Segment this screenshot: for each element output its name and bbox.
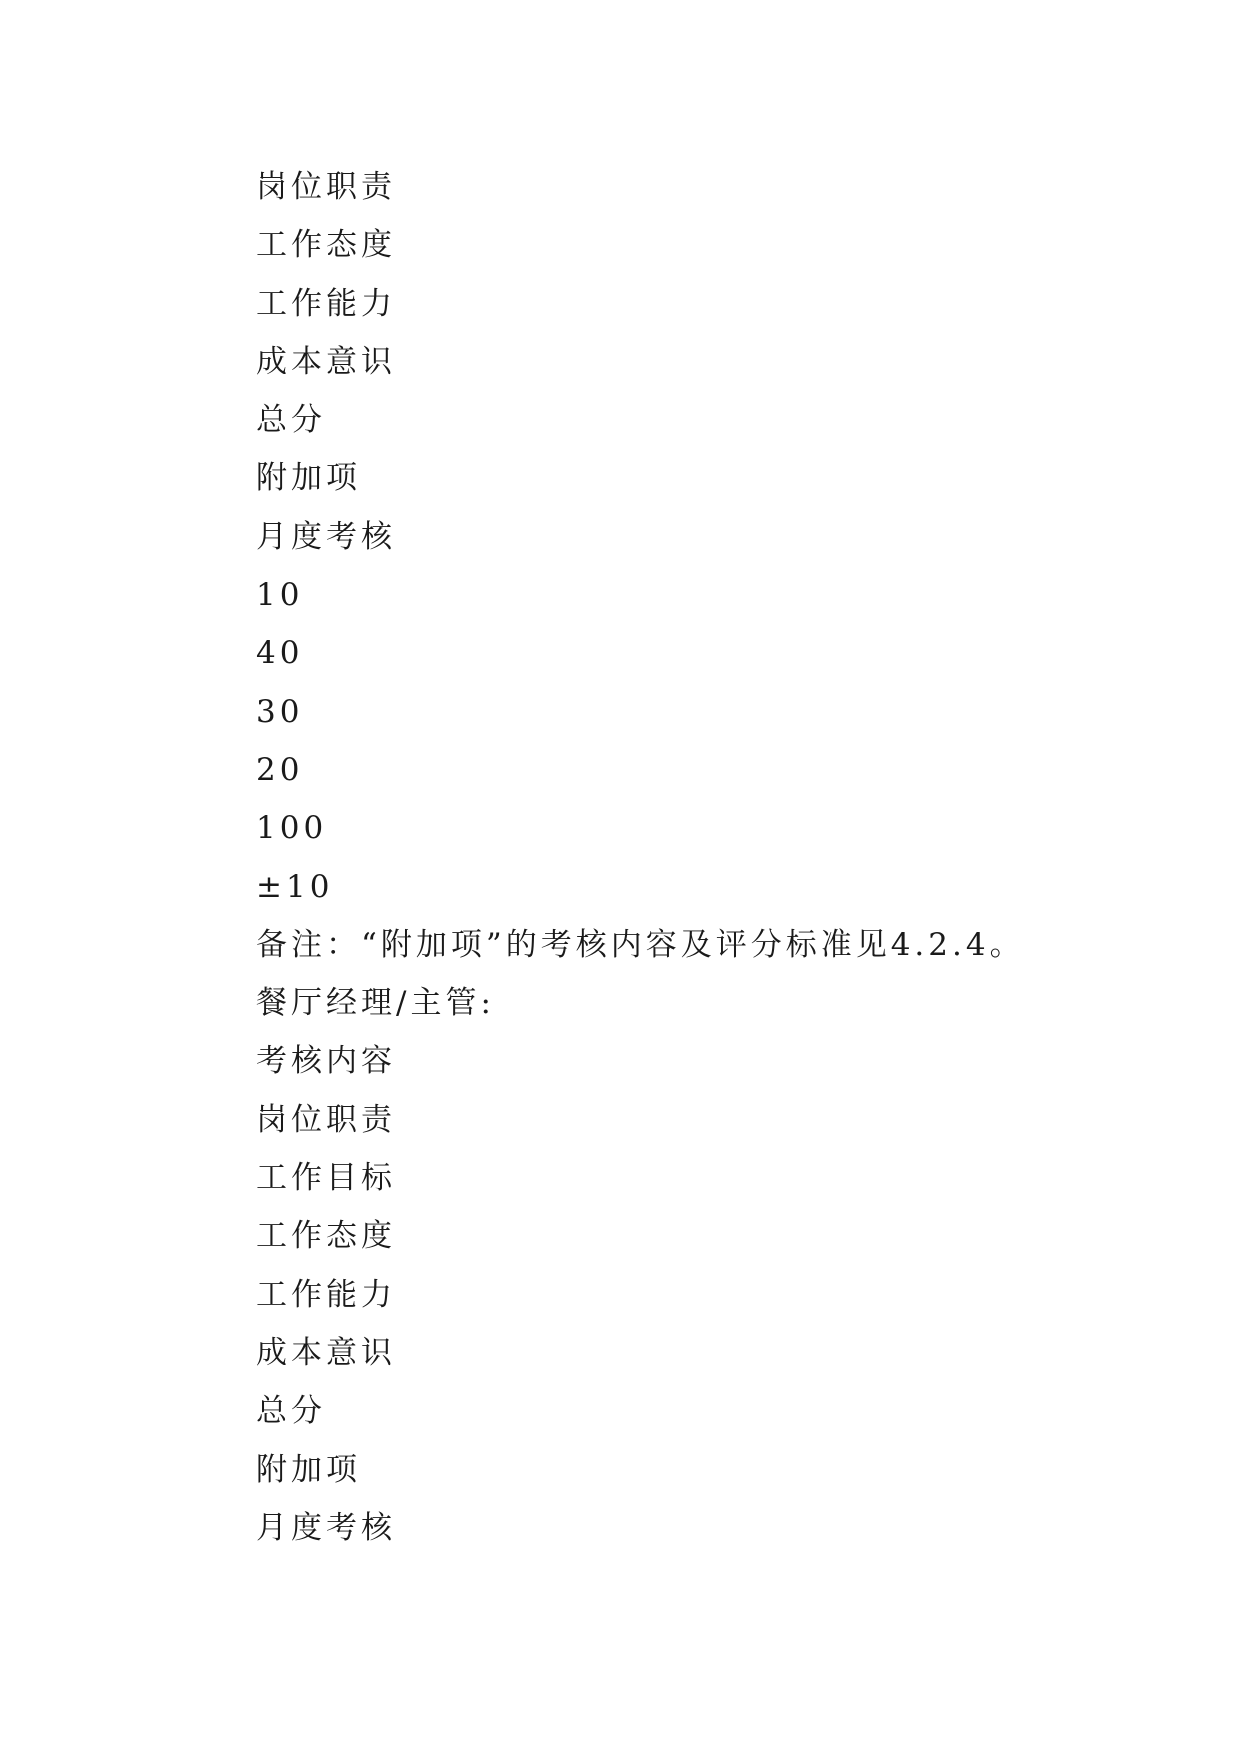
text-line: 工作目标	[256, 1160, 396, 1197]
document-body	[256, 158, 1156, 1557]
text-line: 工作态度	[256, 1218, 396, 1255]
text-line: ±10	[256, 868, 334, 905]
text-line: 岗位职责	[256, 1101, 396, 1138]
text-line: 月度考核	[256, 518, 396, 555]
text-line: 工作能力	[256, 1276, 396, 1313]
text-line: 附加项	[256, 460, 361, 497]
text-line: 100	[256, 810, 328, 847]
text-line: 30	[256, 693, 304, 730]
text-line: 月度考核	[256, 1509, 396, 1546]
note-line: 备注：“附加项”的考核内容及评分标准见4.2.4。	[256, 926, 1025, 963]
text-line: 岗位职责	[256, 169, 396, 205]
text-line: 工作态度	[256, 227, 396, 264]
text-line: 考核内容	[256, 1043, 396, 1080]
text-line: 40	[256, 635, 304, 672]
text-line: 总分	[256, 402, 326, 439]
text-line: 成本意识	[256, 1334, 396, 1371]
text-line: 成本意识	[256, 343, 396, 380]
section-heading: 餐厅经理/主管:	[256, 985, 495, 1022]
text-line: 附加项	[256, 1451, 361, 1488]
text-line: 10	[256, 577, 304, 614]
text-line: 20	[256, 751, 304, 788]
text-line: 工作能力	[256, 285, 396, 322]
text-line: 总分	[256, 1393, 326, 1430]
